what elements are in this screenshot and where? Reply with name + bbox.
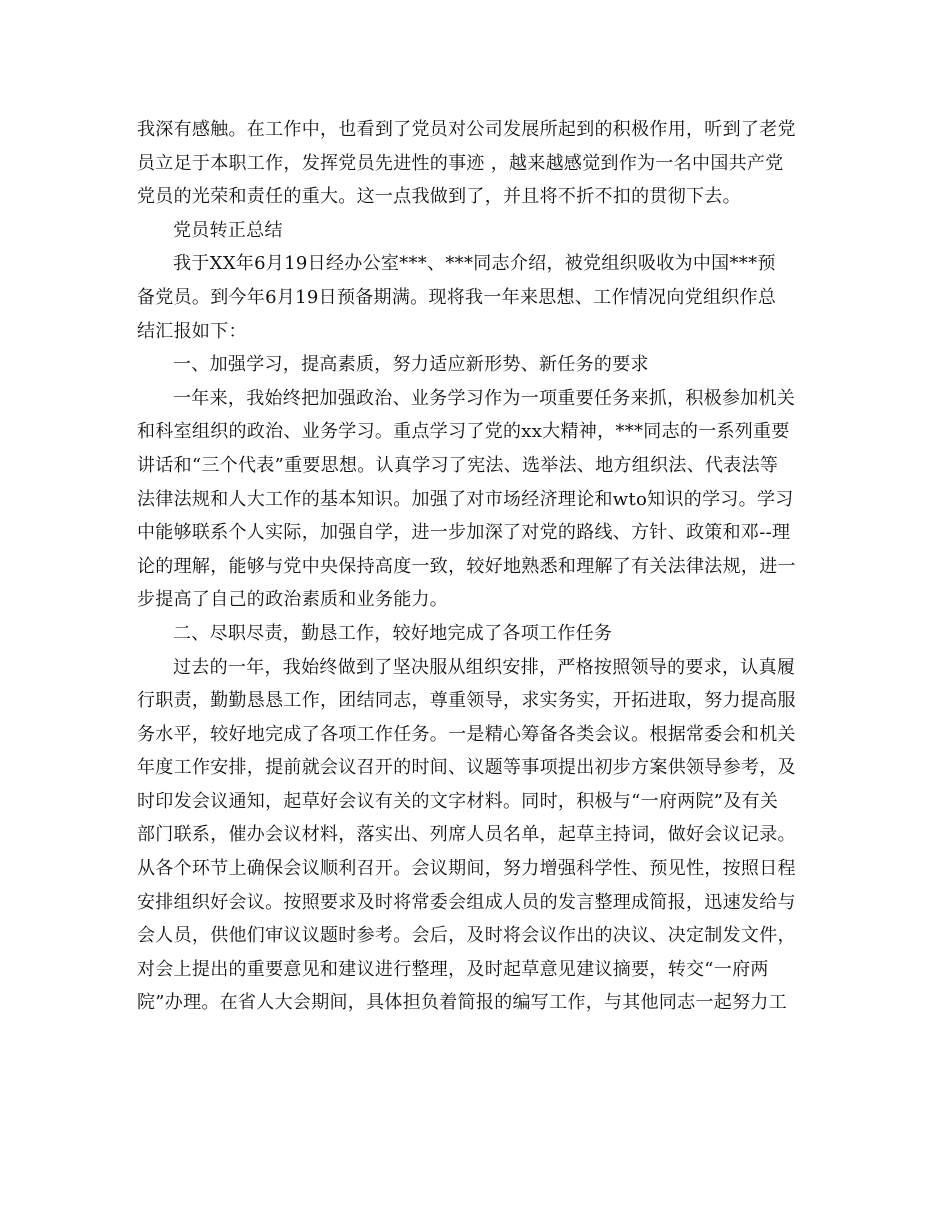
text-line: 我深有感触。在工作中，也看到了党员对公司发展所起到的积极作用，听到了老党 [137, 119, 796, 140]
text-line: 对会上提出的重要意见和建议进行整理，及时起草意见建议摘要，转交“一府两 [137, 958, 769, 980]
text-line: 安排组织好会议。按照要求及时将常委会组成人员的发言整理成简报，迅速发给与 [137, 891, 796, 913]
text-line: 备党员。到今年6月19日预备期满。现将我一年来思想、工作情况向党组织作总 [137, 286, 777, 308]
text-line: 二、尽职尽责，勤恳工作，较好地完成了各项工作任务 [173, 622, 613, 644]
text-line: 一、加强学习，提高素质，努力适应新形势、新任务的要求 [173, 354, 649, 376]
text-line: 院”办理。在省人大会期间，具体担负着简报的编写工作，与其他同志一起努力工 [137, 992, 787, 1014]
text-line: 时印发会议通知，起草好会议有关的文字材料。同时，积极与“一府两院”及有关 [137, 790, 779, 812]
text-line: 部门联系，催办会议材料，落实出、列席人员名单，起草主持词，做好会议记录。 [137, 824, 796, 846]
text-line: 党员的光荣和责任的重大。这一点我做到了，并且将不折不扣的贯彻下去。 [137, 186, 741, 208]
text-line: 法律法规和人大工作的基本知识。加强了对市场经济理论和wto知识的学习。学习 [137, 488, 794, 510]
text-line: 员立足于本职工作，发挥党员先进性的事迹 ，越来越感觉到作为一名中国共产党 [137, 152, 784, 174]
text-line: 行职责，勤勤恳恳工作，团结同志，尊重领导，求实务实，开拓进取，努力提高服 [137, 690, 796, 712]
text-line: 和科室组织的政治、业务学习。重点学习了党的xx大精神，***同志的一系列重要 [137, 421, 790, 443]
text-line: 党员转正总结 [173, 219, 283, 241]
text-line: 讲话和“三个代表”重要思想。认真学习了宪法、选举法、地方组织法、代表法等 [137, 454, 779, 476]
text-line: 论的理解，能够与党中央保持高度一致，较好地熟悉和理解了有关法律法规，进一 [137, 555, 796, 577]
document-body [137, 113, 817, 1020]
text-line: 中能够联系个人实际，加强自学，进一步加深了对党的路线、方针、政策和邓--理 [137, 522, 791, 544]
text-line: 我于XX年6月19日经办公室***、***同志介绍，被党组织吸收为中国***预 [173, 253, 776, 275]
text-line: 从各个环节上确保会议顺利召开。会议期间，努力增强科学性、预见性，按照日程 [137, 858, 796, 880]
text-line: 务水平，较好地完成了各项工作任务。一是精心筹备各类会议。根据常委会和机关 [137, 723, 796, 745]
text-line: 会人员，供他们审议议题时参考。会后，及时将会议作出的决议、决定制发文件， [137, 925, 796, 947]
text-line: 年度工作安排，提前就会议召开的时间、议题等事项提出初步方案供领导参考，及 [137, 757, 796, 779]
text-line: 过去的一年，我始终做到了坚决服从组织安排，严格按照领导的要求，认真履 [173, 656, 796, 678]
text-line: 结汇报如下： [137, 320, 247, 342]
text-line: 一年来，我始终把加强政治、业务学习作为一项重要任务来抓，积极参加机关 [173, 387, 796, 409]
text-line: 步提高了自己的政治素质和业务能力。 [137, 589, 449, 611]
